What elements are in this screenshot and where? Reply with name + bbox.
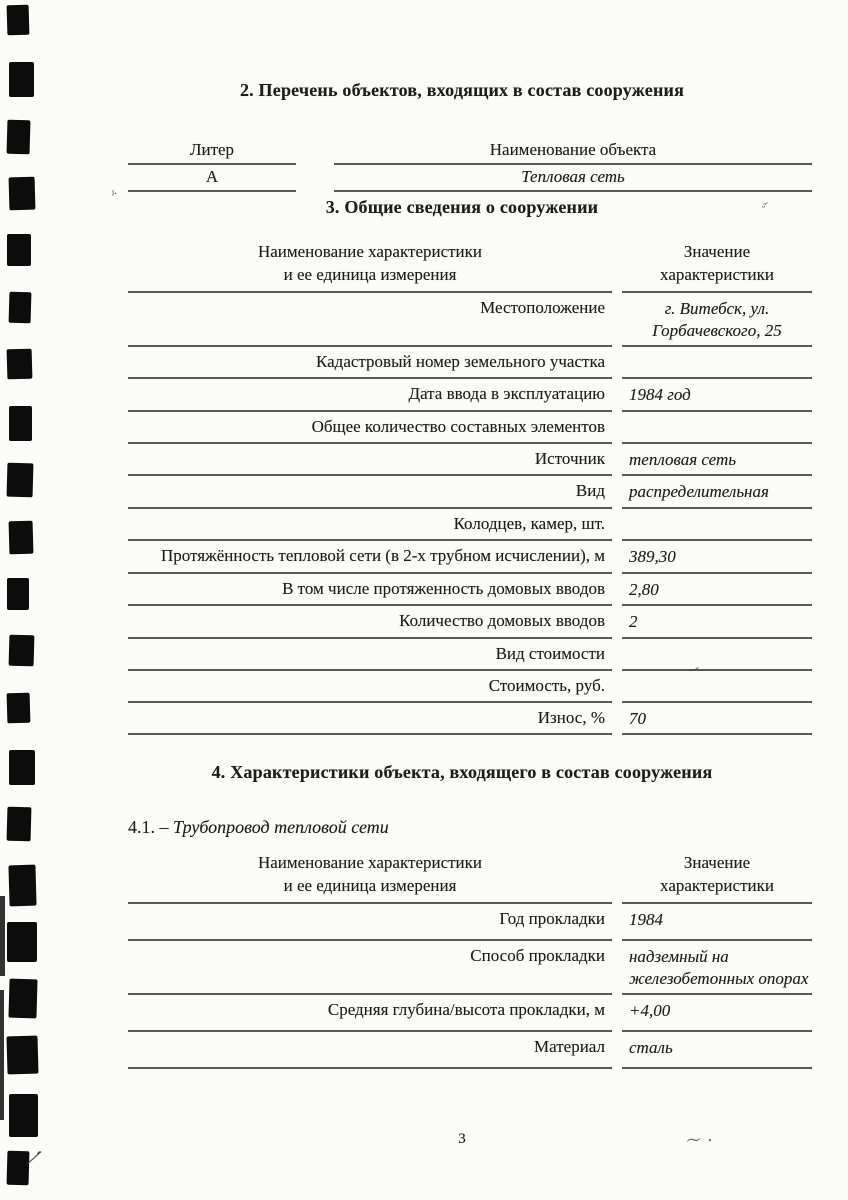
- characteristic-value-header: Значение характеристики: [622, 241, 812, 293]
- table-row: [128, 379, 812, 412]
- pen-speck: ᵕ̈ˊ: [762, 202, 769, 213]
- pipeline-table: [128, 852, 812, 1069]
- characteristic-value: 2,80: [622, 574, 812, 607]
- characteristic-value: [622, 347, 812, 379]
- characteristic-value: надземный на железобетонных опорах: [622, 941, 812, 996]
- table-row: [128, 606, 812, 639]
- table-row: [128, 904, 812, 941]
- binding-hole-mark: [9, 635, 35, 667]
- binding-hole-mark: [9, 406, 32, 441]
- subsection-4-1-title: [128, 817, 728, 838]
- subsection-number: 4.1. –: [128, 817, 173, 837]
- characteristic-label: Материал: [128, 1032, 612, 1069]
- table-row: [128, 671, 812, 703]
- characteristic-value-header: Значение характеристики: [622, 852, 812, 904]
- binding-hole-mark: [9, 177, 36, 211]
- binding-hole-mark: [7, 578, 29, 610]
- binding-hole-mark: [9, 291, 32, 323]
- characteristic-value: 2: [622, 606, 812, 639]
- table-header: [128, 852, 812, 904]
- characteristic-label: Вид: [128, 476, 612, 509]
- table-row: [128, 541, 812, 574]
- section-4-title: 4. Характеристики объекта, входящего в состав сооружения: [211, 762, 713, 782]
- characteristic-label: Стоимость, руб.: [128, 671, 612, 703]
- page-number: 3: [458, 1131, 466, 1147]
- binding-hole-mark: [7, 234, 31, 266]
- characteristic-value: 389,30: [622, 541, 812, 574]
- binding-hole-mark: [7, 5, 30, 36]
- table-row: [128, 995, 812, 1032]
- characteristic-name-header: Наименование характеристики и ее единица измерения: [128, 241, 612, 293]
- characteristic-value: распределительная: [622, 476, 812, 509]
- scan-streak: [0, 896, 5, 976]
- binding-hole-mark: [7, 922, 37, 962]
- characteristic-value: 70: [622, 703, 812, 736]
- liter-value: А: [128, 165, 296, 192]
- pen-mark: 〜˖: [685, 1129, 720, 1151]
- table-row: [128, 444, 812, 477]
- section-3-title: 3. Общие сведения о сооружении: [325, 197, 599, 217]
- binding-hole-mark: [9, 750, 35, 785]
- table-row: [128, 1032, 812, 1069]
- object-name-value: Тепловая сеть: [334, 165, 812, 192]
- table-row: [128, 941, 812, 996]
- table-row: [128, 509, 812, 541]
- objects-table-header-row: [128, 140, 812, 165]
- characteristic-label: Износ, %: [128, 703, 612, 736]
- characteristic-label: Протяжённость тепловой сети (в 2-х трубном исчислении), м: [128, 541, 612, 574]
- characteristic-value: сталь: [622, 1032, 812, 1069]
- table-row: [128, 639, 812, 671]
- binding-hole-mark: [7, 692, 31, 723]
- section-2-title: 2. Перечень объектов, входящих в состав сооружения: [239, 80, 685, 100]
- table-row: [128, 476, 812, 509]
- characteristic-label: Местоположение: [128, 293, 612, 348]
- characteristic-label: Год прокладки: [128, 904, 612, 941]
- characteristic-value: [622, 412, 812, 444]
- table-row: [128, 574, 812, 607]
- binding-hole-mark: [8, 979, 37, 1019]
- characteristic-label: Колодцев, камер, шт.: [128, 509, 612, 541]
- pen-checkmark: ⟋́: [26, 1147, 43, 1169]
- characteristic-value: г. Витебск, ул. Горбачевского, 25: [622, 293, 812, 348]
- characteristic-value: 1984 год: [622, 379, 812, 412]
- pen-speck: ʲ·: [112, 188, 118, 200]
- col-object-name-header: Наименование объекта: [334, 140, 812, 165]
- col-liter-header: Литер: [128, 140, 296, 165]
- characteristic-value: [622, 509, 812, 541]
- characteristic-name-header: Наименование характеристики и ее единица измерения: [128, 852, 612, 904]
- characteristic-value: [622, 639, 812, 671]
- subsection-name: Трубопровод тепловой сети: [173, 817, 389, 837]
- table-row: [128, 293, 812, 348]
- characteristic-value: 1984: [622, 904, 812, 941]
- characteristic-label: Вид стоимости: [128, 639, 612, 671]
- binding-hole-mark: [8, 864, 36, 906]
- binding-hole-mark: [7, 119, 31, 154]
- binding-hole-mark: [6, 1036, 38, 1075]
- table-row: [128, 412, 812, 444]
- binding-hole-mark: [7, 807, 32, 842]
- binding-hole-mark: [9, 62, 34, 97]
- characteristic-label: Источник: [128, 444, 612, 477]
- binding-hole-mark: [9, 520, 34, 554]
- characteristic-label: Дата ввода в эксплуатацию: [128, 379, 612, 412]
- characteristic-value: [622, 671, 812, 703]
- characteristic-label: Количество домовых вводов: [128, 606, 612, 639]
- objects-table: [128, 140, 812, 192]
- table-row: [128, 347, 812, 379]
- characteristic-label: Средняя глубина/высота прокладки, м: [128, 995, 612, 1032]
- objects-table-value-row: [128, 165, 812, 192]
- characteristic-label: В том числе протяженность домовых вводов: [128, 574, 612, 607]
- table-row: [128, 703, 812, 736]
- pen-speck: ‿: [686, 658, 699, 672]
- general-info-table: [128, 241, 812, 735]
- characteristic-value: тепловая сеть: [622, 444, 812, 477]
- characteristic-label: Кадастровый номер земельного участка: [128, 347, 612, 379]
- binding-hole-mark: [7, 463, 34, 498]
- binding-hole-mark: [7, 348, 33, 379]
- binding-hole-mark: [9, 1094, 38, 1137]
- characteristic-label: Способ прокладки: [128, 941, 612, 996]
- scan-streak: [0, 990, 4, 1120]
- table-header: [128, 241, 812, 293]
- characteristic-value: +4,00: [622, 995, 812, 1032]
- characteristic-label: Общее количество составных элементов: [128, 412, 612, 444]
